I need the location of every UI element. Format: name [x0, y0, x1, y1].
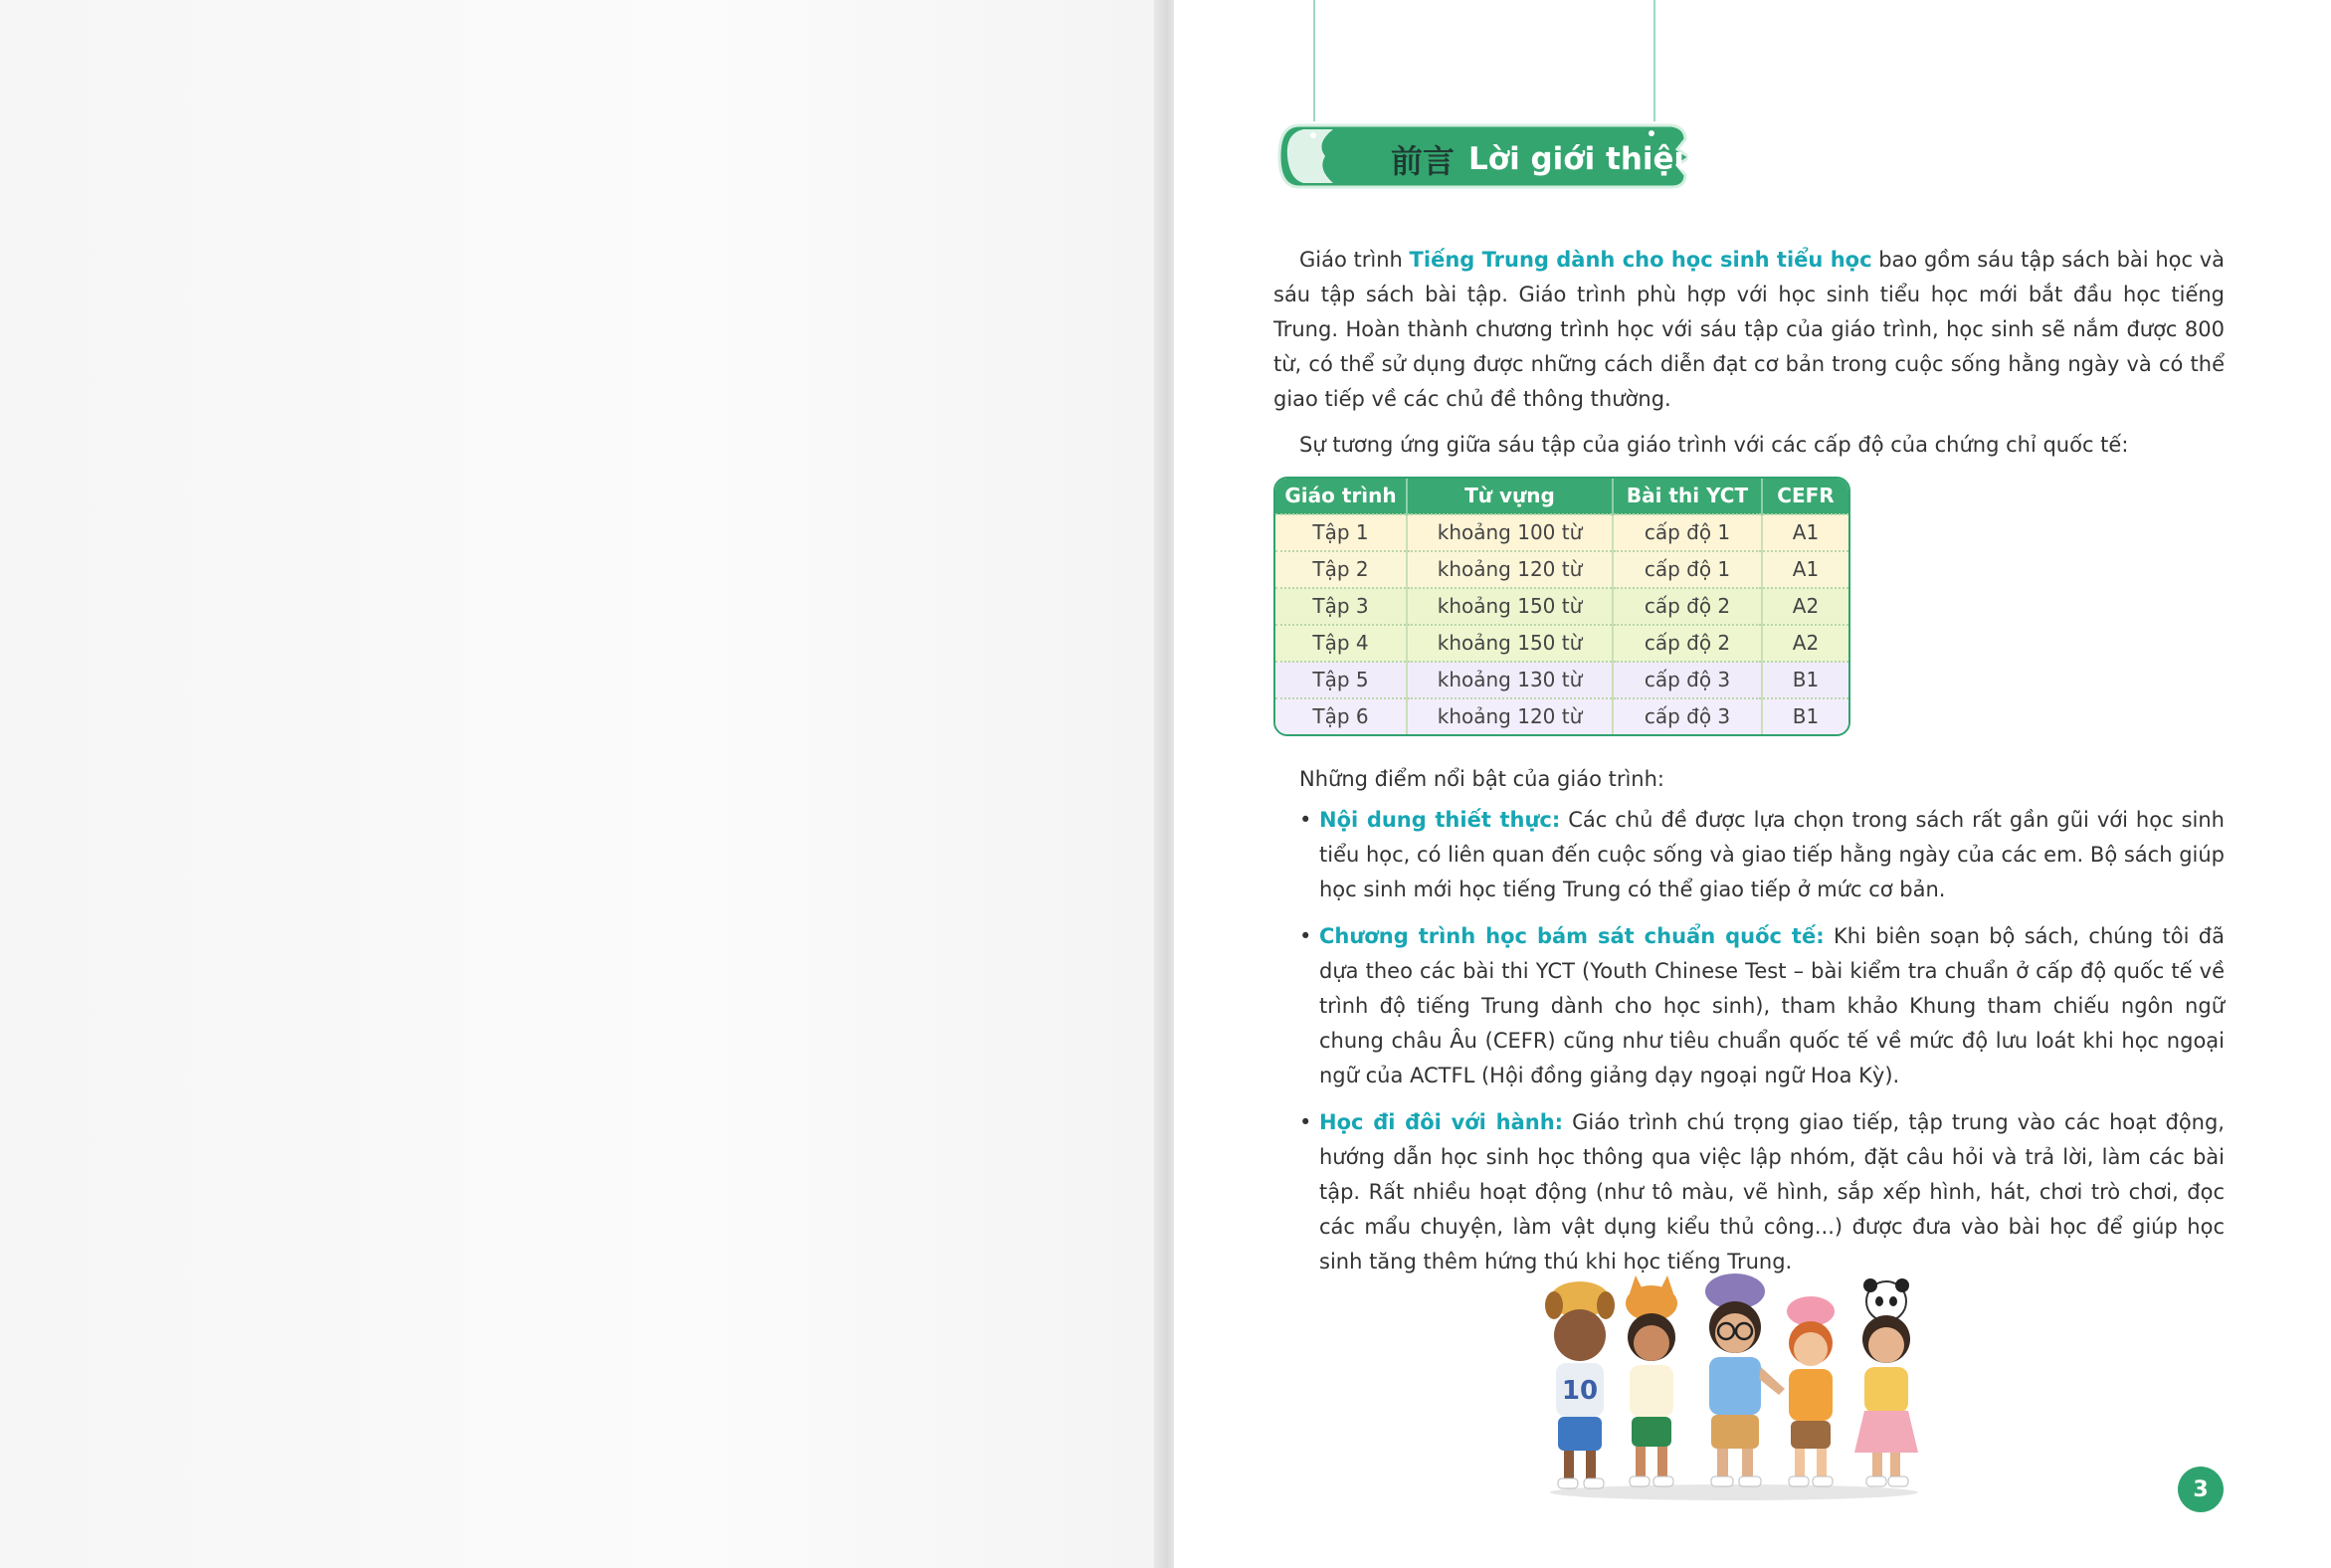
table-cell: khoảng 150 từ [1407, 588, 1613, 625]
table-cell: A1 [1762, 551, 1848, 588]
table-cell: A2 [1762, 588, 1848, 625]
table-row [1275, 662, 1848, 698]
features-heading: Những điểm nổi bật của giáo trình: [1299, 767, 1664, 791]
table-cell: B1 [1762, 662, 1848, 698]
correspondence-text: Sự tương ứng giữa sáu tập của giáo trình với các cấp độ của chứng chỉ quốc tế: [1299, 433, 2129, 457]
table-cell: A1 [1762, 514, 1848, 551]
kid-with-cat-hat-icon [1626, 1275, 1677, 1486]
table-row [1275, 625, 1848, 662]
feature-item [1273, 803, 2225, 907]
table-cell: cấp độ 1 [1613, 514, 1762, 551]
feature-text: Khi biên soạn bộ sách, chúng tôi đã dựa theo các bài thi YCT (Youth Chinese Test – bài kiểm tra chuẩn ở cấp độ quốc tế về trình độ tiếng Trung dành cho học sinh), tham khảo Khung tham chiếu ngôn ngữ chung châu Âu (CEFR) cũng như tiêu chuẩn quốc tế về mức độ lưu loát khi học ngoại ngữ của ACTFL (Hội đồng giảng dạy ngoại ngữ Hoa Kỳ). [1319, 924, 2225, 1087]
table-header-cell: Bài thi YCT [1613, 479, 1762, 514]
table-cell: cấp độ 3 [1613, 662, 1762, 698]
table-cell: cấp độ 3 [1613, 698, 1762, 734]
feature-title: Học đi đôi với hành: [1319, 1110, 1564, 1134]
table-cell: Tập 3 [1275, 588, 1407, 625]
shirt-number: 10 [1561, 1376, 1599, 1406]
table-row [1275, 698, 1848, 734]
table-header-cell: CEFR [1762, 479, 1848, 514]
table-row [1275, 514, 1848, 551]
table-cell: khoảng 150 từ [1407, 625, 1613, 662]
table-cell: A2 [1762, 625, 1848, 662]
table-cell: khoảng 130 từ [1407, 662, 1613, 698]
children-illustration [1540, 1272, 1928, 1502]
kid-with-panda-hat-icon [1854, 1278, 1918, 1486]
intro-paragraph [1273, 243, 2225, 417]
table-cell: Tập 5 [1275, 662, 1407, 698]
banner-hanging-line-right [1653, 0, 1655, 121]
feature-title: Nội dung thiết thực: [1319, 808, 1561, 832]
table-cell: cấp độ 2 [1613, 588, 1762, 625]
feature-text: Giáo trình chú trọng giao tiếp, tập trung vào các hoạt động, hướng dẫn học sinh học thông qua việc lập nhóm, đặt câu hỏi và trả lời, làm các bài tập. Rất nhiều hoạt động (như tô màu, vẽ hình, sắp xếp hình, hát, chơi trò chơi, đọc các mẩu chuyện, làm vật dụng kiểu thủ công...) được đưa vào bài học để giúp học sinh tăng thêm hứng thú khi học tiếng Trung. [1319, 1110, 2225, 1274]
table-cell: Tập 2 [1275, 551, 1407, 588]
table-row [1275, 588, 1848, 625]
table-cell: Tập 1 [1275, 514, 1407, 551]
feature-item [1273, 1105, 2225, 1279]
banner-hanging-line-left [1313, 0, 1315, 121]
bullet-icon: • [1299, 924, 1312, 948]
page-title [1391, 135, 1696, 183]
table-row [1275, 551, 1848, 588]
table-header-cell: Từ vựng [1407, 479, 1613, 514]
level-table [1273, 477, 1850, 736]
bullet-icon: • [1299, 1110, 1312, 1134]
intro-suffix: bao gồm sáu tập sách bài học và sáu tập sách bài tập. Giáo trình phù hợp với học sinh tiểu học mới bắt đầu học tiếng Trung. Hoàn thành chương trình học với sáu tập của giáo trình, học sinh sẽ nắm được 800 từ, có thể sử dụng được những cách diễn đạt cơ bản trong cuộc sống hằng ngày và có thể giao tiếp về các chủ đề thông thường. [1273, 248, 2226, 411]
intro-prefix: Giáo trình [1299, 248, 1410, 272]
bullet-icon: • [1299, 808, 1312, 832]
page-content [1273, 243, 2225, 1291]
table-cell: Tập 6 [1275, 698, 1407, 734]
page-number-badge: 3 [2178, 1467, 2224, 1512]
page-title-vietnamese: Lời giới thiệu [1468, 141, 1696, 177]
feature-title: Chương trình học bám sát chuẩn quốc tế: [1319, 924, 1825, 948]
table-header-cell: Giáo trình [1275, 479, 1407, 514]
features-list [1273, 803, 2225, 1279]
table-cell: khoảng 100 từ [1407, 514, 1613, 551]
feature-item [1273, 919, 2225, 1093]
table-cell: cấp độ 2 [1613, 625, 1762, 662]
table-cell: B1 [1762, 698, 1848, 734]
table-cell: cấp độ 1 [1613, 551, 1762, 588]
kid-with-dog-hat-icon [1545, 1281, 1615, 1488]
table-cell: khoảng 120 từ [1407, 698, 1613, 734]
page-title-chinese: 前言 [1391, 142, 1456, 180]
feature-text: Các chủ đề được lựa chọn trong sách rất gần gũi với học sinh tiểu học, có liên quan đến cuộc sống và giao tiếp hằng ngày của các em. Bộ sách giúp học sinh mới học tiếng Trung có thể giao tiếp ở mức cơ bản. [1319, 808, 2225, 901]
table-header-row [1275, 479, 1848, 514]
table-cell: Tập 4 [1275, 625, 1407, 662]
left-page-blank [0, 0, 1162, 1568]
book-name: Tiếng Trung dành cho học sinh tiểu học [1409, 248, 1872, 272]
kid-with-glasses-icon [1705, 1274, 1785, 1486]
kid-with-pig-hat-icon [1787, 1296, 1835, 1486]
table-cell: khoảng 120 từ [1407, 551, 1613, 588]
